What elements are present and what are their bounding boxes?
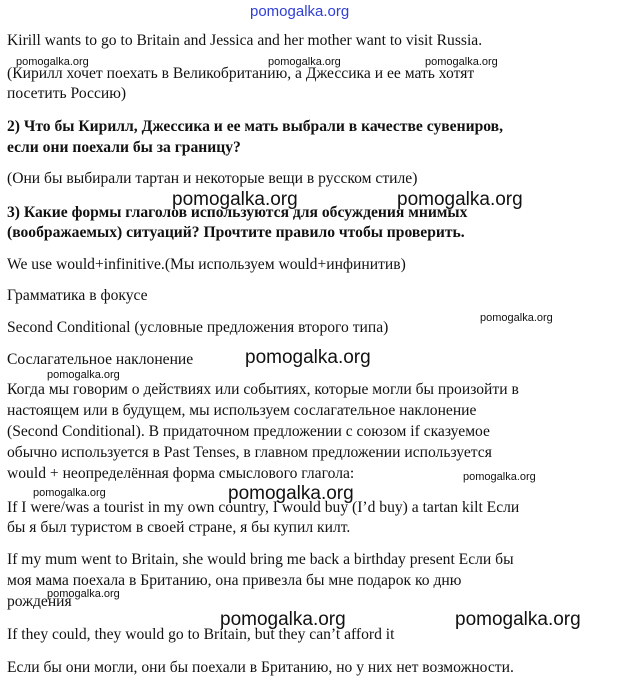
text-line: We use would+infinitive.(Мы используем would+инфинитив) bbox=[7, 256, 406, 273]
example-line: бы я был туристом в своей стране, я бы купил килт. bbox=[7, 519, 351, 536]
watermark-small: pomogalka.org bbox=[47, 588, 120, 600]
rule-text: (Second Conditional). В придаточном предложении с союзом if сказуемое bbox=[7, 423, 490, 440]
rule-text: Когда мы говорим о действиях или событиях, которые могли бы произойти в bbox=[7, 381, 519, 398]
question-heading: если они поехали бы за границу? bbox=[7, 139, 241, 156]
question-heading: (воображаемых) ситуаций? Прочтите правило чтобы проверить. bbox=[7, 224, 465, 241]
watermark-small: pomogalka.org bbox=[16, 56, 89, 68]
watermark-large: pomogalka.org bbox=[245, 347, 371, 368]
example-line: If my mum went to Britain, she would bring me back a birthday present Если бы bbox=[7, 551, 514, 568]
text-line: Kirill wants to go to Britain and Jessica and her mother want to visit Russia. bbox=[7, 32, 483, 49]
watermark-small: pomogalka.org bbox=[47, 369, 120, 381]
example-line: If they could, they would go to Britain, but they can’t afford it bbox=[7, 626, 395, 643]
watermark-large: pomogalka.org bbox=[228, 483, 354, 504]
watermark-small: pomogalka.org bbox=[480, 312, 553, 324]
example-line: If I were/was a tourist in my own country, I would buy (I’d buy) a tartan kilt Если bbox=[7, 499, 520, 516]
section-title: Second Conditional (условные предложения второго типа) bbox=[7, 319, 389, 336]
section-title: Сослагательное наклонение bbox=[7, 351, 194, 368]
watermark-large: pomogalka.org bbox=[172, 189, 298, 210]
question-heading: 2) Что бы Кирилл, Джессика и ее мать выбрали в качестве сувениров, bbox=[7, 118, 503, 135]
watermark-small: pomogalka.org bbox=[268, 56, 341, 68]
rule-text: would + неопределённая форма смыслового глагола: bbox=[7, 465, 355, 482]
rule-text: обычно используется в Past Tenses, в главном предложении используется bbox=[7, 444, 492, 461]
example-line: Если бы они могли, они бы поехали в Британию, но у них нет возможности. bbox=[7, 659, 514, 676]
text-line: (Они бы выбирали тартан и некоторые вещи в русском стиле) bbox=[7, 170, 418, 187]
text-line: посетить Россию) bbox=[7, 85, 127, 102]
watermark-small: pomogalka.org bbox=[425, 56, 498, 68]
watermark-large: pomogalka.org bbox=[397, 189, 523, 210]
section-title: Грамматика в фокусе bbox=[7, 287, 148, 304]
watermark-large: pomogalka.org bbox=[220, 609, 346, 630]
text-line: (Кирилл хочет поехать в Великобританию, а Джессика и ее мать хотят bbox=[7, 65, 475, 82]
watermark-top: pomogalka.org bbox=[250, 3, 350, 20]
example-line: моя мама поехала в Британию, она привезла бы мне подарок ко дню bbox=[7, 572, 462, 589]
watermark-large: pomogalka.org bbox=[455, 609, 581, 630]
rule-text: настоящем или в будущем, мы используем сослагательное наклонение bbox=[7, 402, 477, 419]
watermark-small: pomogalka.org bbox=[463, 471, 536, 483]
example-line: рождения bbox=[7, 593, 72, 610]
watermark-small: pomogalka.org bbox=[33, 487, 106, 499]
question-heading: 3) Какие формы глаголов используются для обсуждения мнимых bbox=[7, 204, 468, 221]
